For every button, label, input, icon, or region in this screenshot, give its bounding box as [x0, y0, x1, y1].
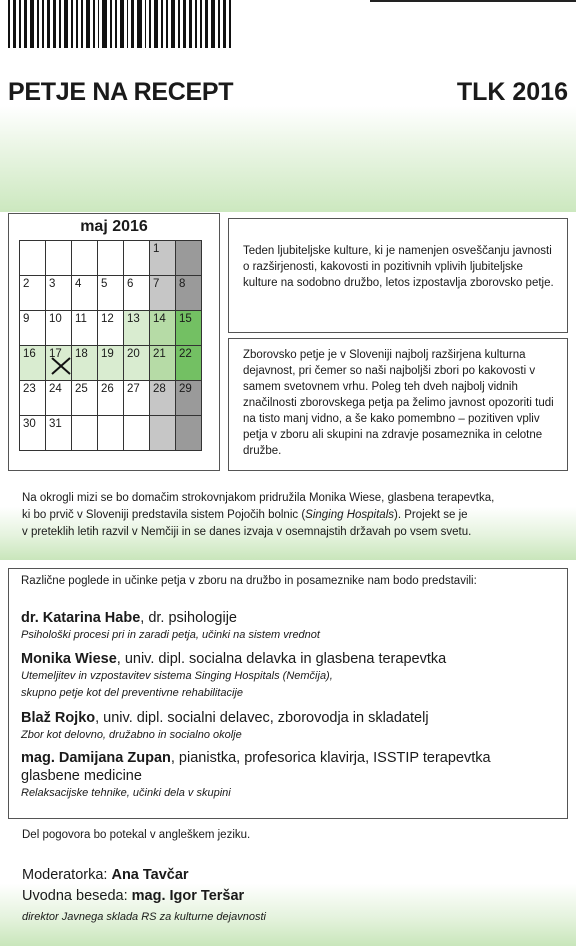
guest-paragraph — [22, 490, 556, 541]
speaker-topic: Utemeljitev in vzpostavitev sistema Singing Hospitals (Nemčija), skupno petje kot del preventivne rehabilitacije — [21, 670, 333, 699]
calendar-week — [20, 311, 202, 346]
guest-line-2-italic: Singing Hospitals — [305, 509, 395, 521]
calendar-week — [20, 276, 202, 311]
calendar-day — [98, 241, 124, 276]
header-band — [0, 76, 576, 212]
calendar-day: 17 — [46, 346, 72, 381]
calendar-day: 12 — [98, 311, 124, 346]
calendar-day — [124, 241, 150, 276]
intro-role: direktor Javnega sklada RS za kulturne dejavnosti — [22, 911, 266, 923]
guest-band — [0, 478, 576, 560]
calendar-day: 15 — [176, 311, 202, 346]
speaker-name-line — [21, 709, 559, 727]
calendar-week — [20, 346, 202, 381]
speaker-3 — [21, 709, 559, 744]
calendar-week — [20, 416, 202, 451]
calendar-day: 7 — [150, 276, 176, 311]
speaker-name: Monika Wiese — [21, 651, 117, 667]
info-paragraph-2: Zborovsko petje je v Sloveniji najbolj razširjena kulturna dejavnost, pri čemer so naši najboljši zbori po kakovosti v samem svetovnem vrhu. Poleg teh dveh najbolj vidnih značilnosti zborovskega petja pa želimo javnost opozoriti tudi na tisto manj vidno, a še kako pomembno – pozitiven vpliv petja v zboru ali skupini na zdravje posameznika in celotne družbe. — [243, 349, 554, 457]
speaker-2 — [21, 650, 477, 702]
edition-label: TLK 2016 — [456, 78, 568, 106]
speaker-4 — [21, 749, 507, 802]
calendar — [8, 213, 220, 471]
calendar-day — [176, 241, 202, 276]
moderator-label: Moderatorka: — [22, 867, 112, 883]
calendar-month-title: maj 2016 — [80, 218, 148, 235]
calendar-day: 23 — [20, 381, 46, 416]
speaker-title: , univ. dipl. socialna delavka in glasbena terapevtka — [116, 651, 447, 667]
intro-speaker-line — [22, 888, 244, 904]
calendar-day: 28 — [150, 381, 176, 416]
guest-line-2a: ki bo prvič v Sloveniji predstavila sistem Pojočih bolnic ( — [22, 509, 306, 521]
speaker-name: Blaž Rojko — [21, 710, 96, 726]
calendar-day: 25 — [72, 381, 98, 416]
intro-name: mag. Igor Teršar — [131, 888, 245, 904]
page-title: PETJE NA RECEPT — [8, 78, 234, 106]
calendar-day — [176, 416, 202, 451]
info-box-2 — [228, 338, 568, 471]
intro-label: Uvodna beseda: — [22, 888, 132, 904]
calendar-day: 4 — [72, 276, 98, 311]
calendar-day: 27 — [124, 381, 150, 416]
calendar-week — [20, 241, 202, 276]
calendar-day — [124, 416, 150, 451]
guest-line-2b: ). Projekt se je — [394, 509, 468, 521]
calendar-day: 9 — [20, 311, 46, 346]
speaker-topic: Zbor kot delovno, družabno in socialno okolje — [21, 729, 242, 741]
speaker-name: mag. Damijana Zupan — [21, 750, 171, 766]
moderator-band — [0, 850, 576, 946]
calendar-day: 20 — [124, 346, 150, 381]
speaker-title: , univ. dipl. socialni delavec, zborovodja in skladatelj — [95, 710, 429, 726]
speaker-name-line — [21, 749, 507, 785]
info-paragraph-1: Teden ljubiteljske kulture, ki je namenjen osveščanju javnosti o razširjenosti, kakovosti in pozitivnih vplivih ljubiteljske kulture na sodobno družbo, letos izpostavlja zborovsko petje. — [243, 245, 554, 289]
calendar-week — [20, 381, 202, 416]
calendar-day: 24 — [46, 381, 72, 416]
calendar-day — [72, 241, 98, 276]
calendar-day — [46, 241, 72, 276]
calendar-day: 31 — [46, 416, 72, 451]
speaker-topic: Psihološki procesi pri in zaradi petja, učinki na sistem vrednot — [21, 629, 320, 641]
calendar-day: 14 — [150, 311, 176, 346]
barcode — [8, 0, 234, 48]
guest-line-1: Na okrogli mizi se bo domačim strokovnjakom pridružila Monika Wiese, glasbena terapevtka, — [22, 492, 495, 504]
speaker-name: dr. Katarina Habe — [21, 610, 141, 626]
calendar-day: 26 — [98, 381, 124, 416]
calendar-day: 1 — [150, 241, 176, 276]
calendar-day: 29 — [176, 381, 202, 416]
calendar-day: 8 — [176, 276, 202, 311]
calendar-day: 18 — [72, 346, 98, 381]
calendar-day — [98, 416, 124, 451]
calendar-grid — [19, 240, 202, 451]
calendar-day: 11 — [72, 311, 98, 346]
info-box-1 — [228, 218, 568, 333]
speaker-title: , dr. psihologije — [140, 610, 237, 626]
speaker-1 — [21, 609, 559, 644]
calendar-day: 19 — [98, 346, 124, 381]
calendar-day: 30 — [20, 416, 46, 451]
speaker-title: , pianistka, profesorica klavirja, ISSTIP terapevtka glasbene medicine — [21, 750, 491, 784]
calendar-day: 13 — [124, 311, 150, 346]
calendar-day: 5 — [98, 276, 124, 311]
speakers-box — [8, 568, 568, 819]
calendar-day: 2 — [20, 276, 46, 311]
calendar-day: 21 — [150, 346, 176, 381]
speaker-name-line — [21, 609, 559, 627]
calendar-day: 10 — [46, 311, 72, 346]
language-note: Del pogovora bo potekal v angleškem jeziku. — [22, 829, 251, 841]
calendar-day — [20, 241, 46, 276]
moderator-line — [22, 867, 189, 883]
calendar-day — [150, 416, 176, 451]
speaker-topic: Relaksacijske tehnike, učinki dela v skupini — [21, 787, 231, 799]
guest-line-3: v preteklih letih razvil v Nemčiji in se danes izvaja v osemnajstih državah po vsem svetu. — [22, 526, 472, 538]
calendar-day — [72, 416, 98, 451]
moderator-name: Ana Tavčar — [111, 867, 189, 883]
calendar-day: 16 — [20, 346, 46, 381]
calendar-day: 6 — [124, 276, 150, 311]
calendar-day: 3 — [46, 276, 72, 311]
top-rule — [370, 0, 576, 2]
cross-mark-icon — [50, 354, 72, 376]
speaker-name-line — [21, 650, 477, 668]
calendar-day: 22 — [176, 346, 202, 381]
speakers-intro: Različne poglede in učinke petja v zboru na družbo in posameznike nam bodo predstavili: — [21, 575, 477, 587]
